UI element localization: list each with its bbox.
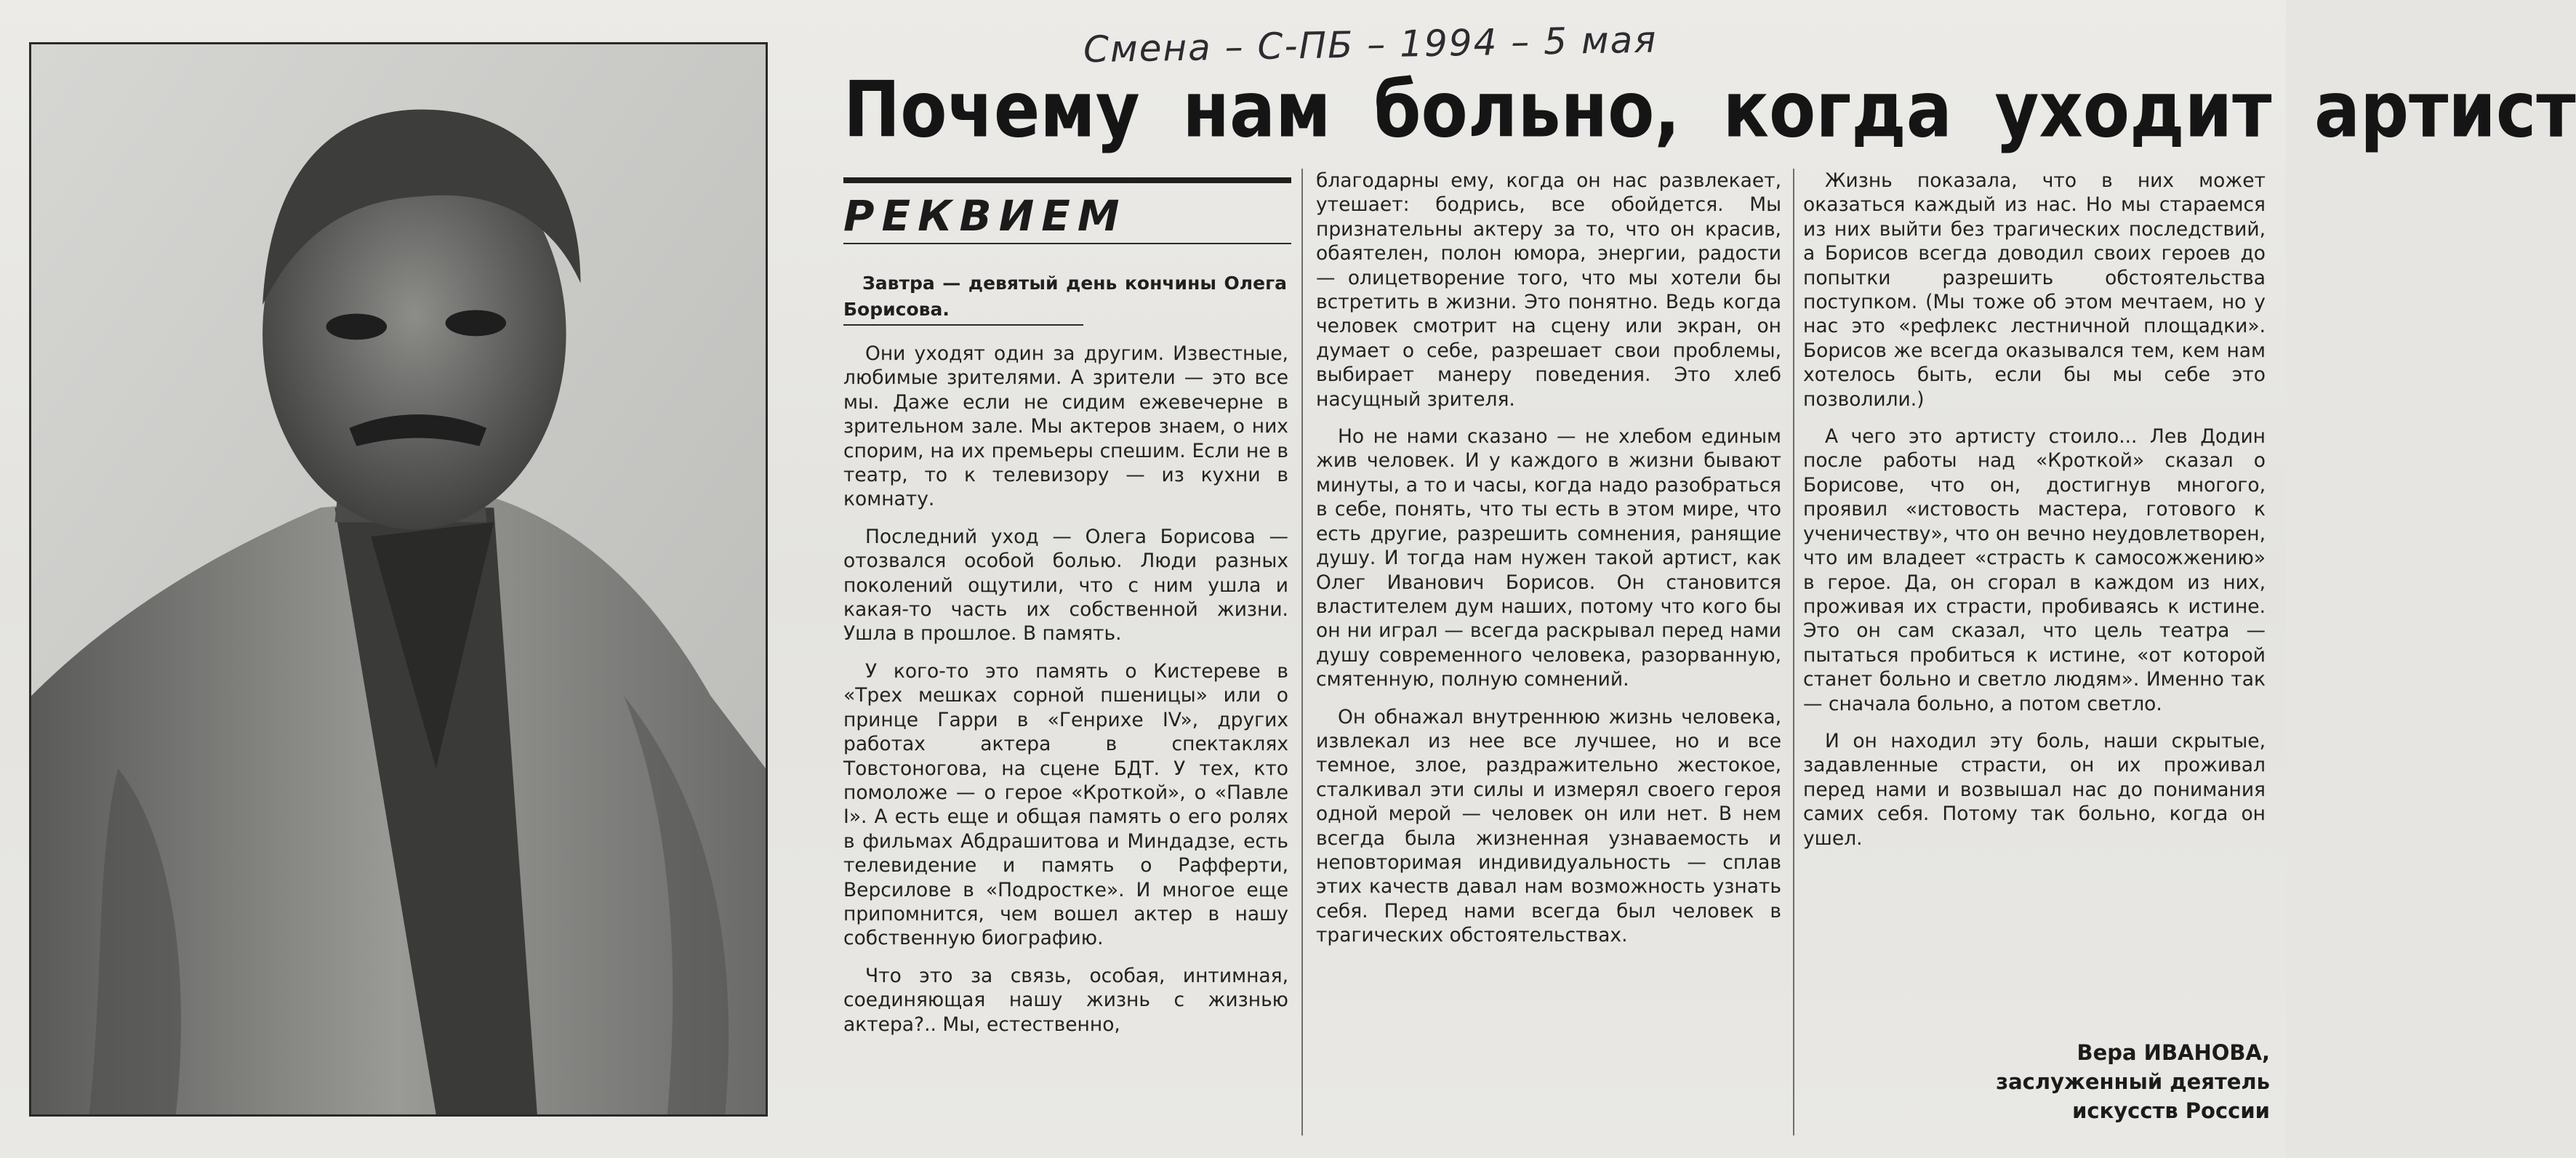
paragraph: Что это за связь, особая, интимная, соединяющая нашу жизнь с жизнью актера?.. Мы, естественно, — [843, 964, 1288, 1036]
rubric-label: РЕКВИЕМ — [843, 191, 1127, 241]
author-signature — [1890, 1038, 2270, 1125]
paragraph: Они уходят один за другим. Известные, любимые зрителями. А зрители — это все мы. Даже если не сидим ежевечерне в зрительном зале. Мы актеров знаем, о них спорим, на их премьеры спешим. Если не в театр, то к телевизору — из кухни в комнату. — [843, 342, 1288, 511]
lead-paragraph: Завтра — девятый день кончины Олега Борисова. — [843, 273, 1287, 320]
article-column-1 — [843, 342, 1288, 1149]
handwritten-source-note: Смена – С-ПБ – 1994 – 5 мая — [1083, 18, 1658, 71]
paragraph: Он обнажал внутреннюю жизнь человека, извлекал из нее все лучшее, но и все темное, злое, раздражительно жестокое, сталкивал эти силы и измерял своего героя одной мерой — человек он или нет. В нем всегда была жизненная узнаваемость и неповторимая индивидуальность — сплав этих качеств давал нам возможность узнать себя. Перед нами всегда был человек в трагических обстоятельствах. — [1316, 705, 1781, 947]
author-name: Вера ИВАНОВА, — [2077, 1040, 2270, 1065]
article-column-2 — [1316, 169, 1781, 1143]
paragraph: Но не нами сказано — не хлебом единым жив человек. И у каждого в жизни бывают минуты, а то и часы, когда надо разобраться в себе, понять, что ты есть в этом мире, что есть другие, разрешить сомнения, ранящие душу. И тогда нам нужен такой артист, как Олег Иванович Борисов. Он становится властителем дум наших, потому что кого бы он ни играл — всегда раскрывал перед нами душу современного человека, разорванную, смятенную, полную сомнений. — [1316, 425, 1781, 691]
headline: Почему нам больно, когда уходит артист — [843, 64, 2576, 156]
paragraph: Жизнь показала, что в них может оказаться каждый из нас. Но мы стараемся из них выйти без трагических последствий, а Борисов всегда доводил своих героев до попытки разрешить обстоятельства поступком. (Мы тоже об этом мечтаем, но у нас это «рефлекс лестничной площадки». Борисов же всегда оказывался тем, кем нам хотелось быть, если бы мы себе это позволили.) — [1803, 169, 2266, 411]
author-title-line: искусств России — [2072, 1098, 2270, 1123]
paragraph: Последний уход — Олега Борисова — отозвался особой болью. Люди разных поколений ощутили, что с ним ушла и какая-то часть их собственной жизни. Ушла в прошлое. В память. — [843, 525, 1288, 646]
paragraph: И он находил эту боль, наши скрытые, задавленные страсти, он их проживал перед нами и возвышал нас до понимания самих себя. Потому так больно, когда он ушел. — [1803, 729, 2266, 850]
paragraph: У кого-то это память о Кистереве в «Трех мешках сорной пшеницы» или о принце Гарри в «Генрихе IV», других работах актера в спектаклях Товстоногова, на сцене БДТ. У тех, кто помоложе — о герое «Кроткой», о «Павле I». А есть еще и общая память о его ролях в фильмах Абдрашитова и Миндадзе, есть телевидение и память о Рафферти, Версилове в «Подростке». И многое еще припомнится, чем вошел актер в нашу собственную биографию. — [843, 659, 1288, 950]
column-divider — [1793, 169, 1794, 1135]
column-divider — [1301, 169, 1303, 1135]
portrait-image — [31, 44, 766, 1114]
paragraph: благодарны ему, когда он нас развлекает, утешает: бодрись, все обойдется. Мы признательны актеру за то, что он красив, обаятелен, полон юмора, энергии, радости — олицетворение того, что мы хотели бы встретить в жизни. Это понятно. Ведь когда человек смотрит на сцену или экран, он думает о себе, разрешает свои проблемы, выбирает манеру поведения. Это хлеб насущный зрителя. — [1316, 169, 1781, 411]
rubric-top-rule — [843, 177, 1291, 183]
lead-underline — [843, 324, 1083, 326]
author-title-line: заслуженный деятель — [1996, 1069, 2270, 1094]
rubric-bottom-rule — [843, 243, 1291, 244]
paragraph: А чего это артисту стоило... Лев Додин после работы над «Кроткой» сказал о Борисове, что он, достигнув многого, проявил «истовость мастера, готового к ученичеству», что он вечно неудовлетворен, что им владеет «страсть к самосожжению» в герое. Да, он сгорал в каждом из них, проживая их страсти, пробиваясь к истине. Это он сам сказал, что цель театра — пытаться пробиться к истине, «от которой станет больно и светло людям». Именно так — сначала больно, а потом светло. — [1803, 425, 2266, 715]
portrait-photo — [29, 42, 768, 1117]
article-column-3 — [1803, 169, 2266, 968]
